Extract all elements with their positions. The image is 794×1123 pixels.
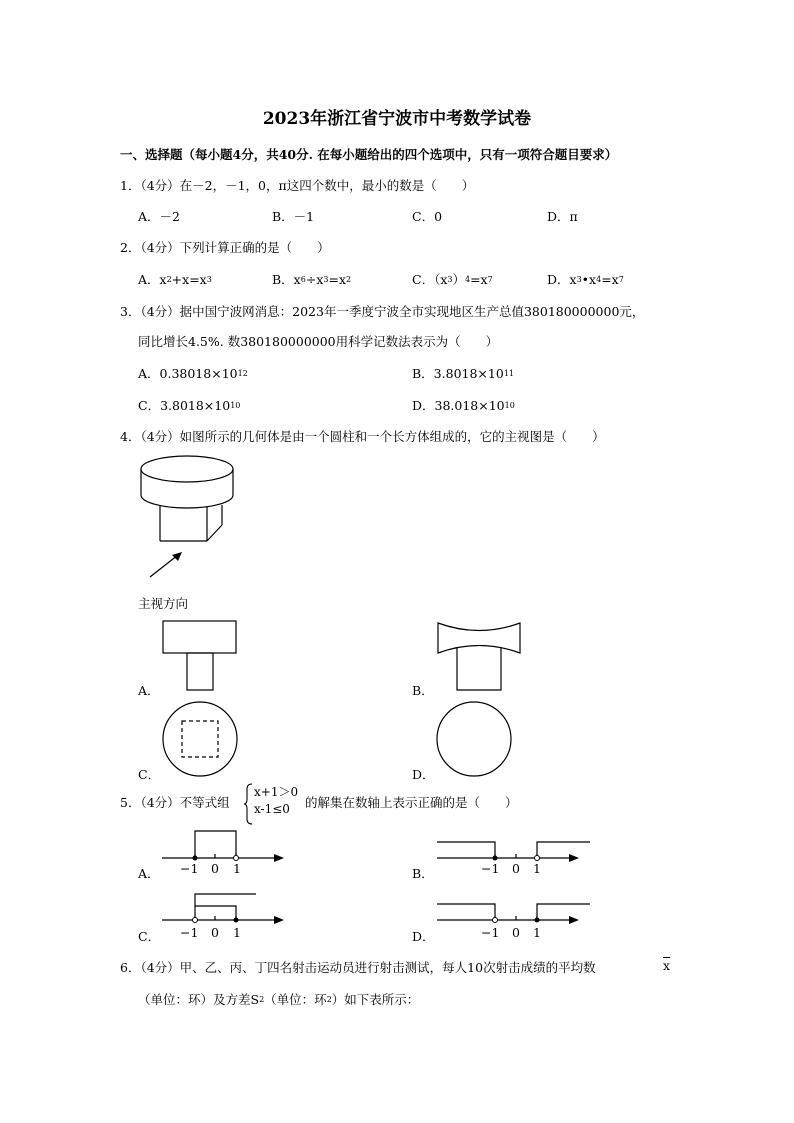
q4-option-b: B． bbox=[412, 683, 434, 698]
q5-b-tick-minus1: −1 bbox=[481, 861, 500, 876]
q4-figure-c bbox=[162, 702, 242, 780]
page-title: 2023年浙江省宁波市中考数学试卷 bbox=[262, 109, 532, 129]
q5-a-tick-minus1: −1 bbox=[180, 861, 199, 876]
q5-d-tick-0: 0 bbox=[512, 925, 520, 940]
q3-stem-line1: 3．（4分）据中国宁波网消息：2023年一季度宁波全市实现地区生产总值380180000000元， bbox=[120, 304, 645, 319]
q5-a-tick-0: 0 bbox=[211, 861, 219, 876]
q6-stem-line1: 6．（4分）甲、乙、丙、丁四名射击运动员进行射击测试，每人10次射击成绩的平均数 bbox=[120, 960, 596, 975]
q4-figure-a bbox=[160, 620, 240, 695]
q2-option-b: B．$x^6\div x^3=x^2$ bbox=[272, 272, 352, 287]
q2-stem: 2．（4分）下列计算正确的是（ ） bbox=[120, 240, 330, 255]
q3-option-d: D．$38.018\times 10^{10}$ bbox=[412, 398, 515, 413]
q5-option-a: A． bbox=[138, 866, 160, 881]
q5-c-tick-1: 1 bbox=[233, 925, 241, 940]
q1-option-d: D．π bbox=[547, 209, 578, 224]
q5-b-tick-1: 1 bbox=[533, 861, 541, 876]
solid-figure bbox=[140, 455, 250, 585]
q2-option-c: C．$(x^3)^4=x^7$ bbox=[412, 272, 493, 287]
q1-option-b: B．－1 bbox=[272, 209, 315, 224]
q5-option-d: D． bbox=[412, 929, 435, 944]
q5-b-tick-0: 0 bbox=[512, 861, 520, 876]
q1-stem: 1．（4分）在－2，－1，0，π这四个数中，最小的数是（ ） bbox=[120, 178, 475, 193]
q4-option-d: D． bbox=[412, 767, 435, 782]
section-heading: 一、选择题（每小题4分，共40分. 在每小题给出的四个选项中，只有一项符合题目要求） bbox=[120, 147, 618, 162]
q5-a-tick-1: 1 bbox=[233, 861, 241, 876]
q6-stem-line2: （单位：环）及方差$S^2$（单位：环$^2$）如下表所示： bbox=[138, 992, 420, 1007]
mean-symbol: $\overline{x}$ bbox=[663, 958, 671, 973]
q4-figure-d bbox=[436, 702, 516, 780]
q4-stem: 4．（4分）如图所示的几何体是由一个圆柱和一个长方体组成的，它的主视图是（ ） bbox=[120, 429, 605, 444]
q2-option-a: A．$x^2+x=x^3$ bbox=[138, 272, 212, 287]
q3-option-b: B．$3.8018\times 10^{11}$ bbox=[412, 366, 514, 381]
view-direction-label: 主视方向 bbox=[138, 596, 189, 611]
q3-option-a: A．$0.38018\times 10^{12}$ bbox=[138, 366, 248, 381]
q1-option-c: C．0 bbox=[412, 209, 443, 224]
q5-option-c: C． bbox=[138, 929, 161, 944]
q5-stem-suffix: 的解集在数轴上表示正确的是（ ） bbox=[305, 795, 518, 810]
q4-option-a: A． bbox=[138, 683, 160, 698]
q5-c-tick-minus1: −1 bbox=[180, 925, 199, 940]
q5-d-tick-1: 1 bbox=[533, 925, 541, 940]
inequality-system bbox=[254, 784, 298, 818]
q1-option-a: A．－2 bbox=[138, 209, 180, 224]
q4-option-c: C． bbox=[138, 767, 161, 782]
q5-c-tick-0: 0 bbox=[211, 925, 219, 940]
q3-option-c: C．$3.8018\times 10^{10}$ bbox=[138, 398, 241, 413]
inequality-2: x-1≤0 bbox=[254, 802, 290, 816]
q2-option-d: D．$x^3•x^4=x^7$ bbox=[547, 272, 624, 287]
q5-option-b: B． bbox=[412, 866, 434, 881]
q5-d-tick-minus1: −1 bbox=[481, 925, 500, 940]
inequality-1: x+1＞0 bbox=[254, 785, 299, 799]
q5-stem-prefix: 5．（4分）不等式组 bbox=[120, 795, 230, 810]
brace-icon bbox=[244, 783, 254, 825]
q4-figure-b bbox=[435, 620, 525, 695]
q3-stem-line2: 同比增长4.5%. 数380180000000用科学记数法表示为（ ） bbox=[138, 334, 499, 349]
